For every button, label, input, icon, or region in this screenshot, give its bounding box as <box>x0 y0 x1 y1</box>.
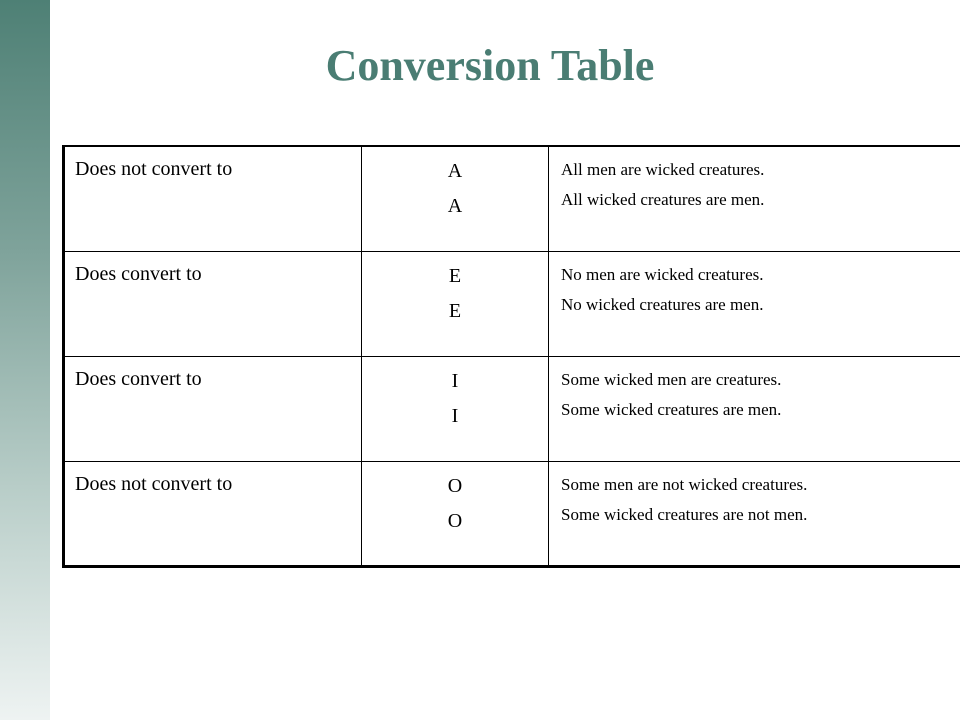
converse-proposition: Some wicked creatures are not men. <box>561 504 808 524</box>
original-proposition: Some wicked men are creatures. <box>561 369 782 389</box>
conversion-status: Does not convert to <box>64 146 362 251</box>
example-propositions <box>549 251 960 356</box>
slide-title: Conversion Table <box>325 41 655 90</box>
letter-converse: A <box>447 195 463 217</box>
proposition-letters <box>362 251 549 356</box>
letter-converse: I <box>451 404 459 427</box>
converse-proposition: Some wicked creatures are men. <box>561 399 782 419</box>
conversion-table <box>62 145 960 568</box>
table-row <box>64 146 960 251</box>
table-row <box>64 461 960 566</box>
converse-proposition: No wicked creatures are men. <box>561 294 764 314</box>
proposition-letters <box>362 461 549 566</box>
letter-original: A <box>447 160 463 182</box>
example-propositions <box>549 356 960 461</box>
original-proposition: All men are wicked creatures. <box>561 160 765 179</box>
letter-original: E <box>448 264 462 287</box>
letter-converse: E <box>448 299 462 322</box>
example-propositions <box>549 461 960 566</box>
table-row <box>64 356 960 461</box>
original-proposition: No men are wicked creatures. <box>561 264 764 284</box>
letter-converse: O <box>447 509 463 532</box>
letter-original: O <box>447 474 463 497</box>
proposition-letters <box>362 146 549 251</box>
conversion-status: Does convert to <box>64 356 362 461</box>
converse-proposition: All wicked creatures are men. <box>561 190 765 209</box>
original-proposition: Some men are not wicked creatures. <box>561 474 808 494</box>
example-propositions <box>549 146 960 251</box>
conversion-status: Does convert to <box>64 251 362 356</box>
proposition-letters <box>362 356 549 461</box>
letter-original: I <box>451 369 459 392</box>
decorative-side-bar <box>0 0 50 720</box>
conversion-status: Does not convert to <box>64 461 362 566</box>
table-row <box>64 251 960 356</box>
